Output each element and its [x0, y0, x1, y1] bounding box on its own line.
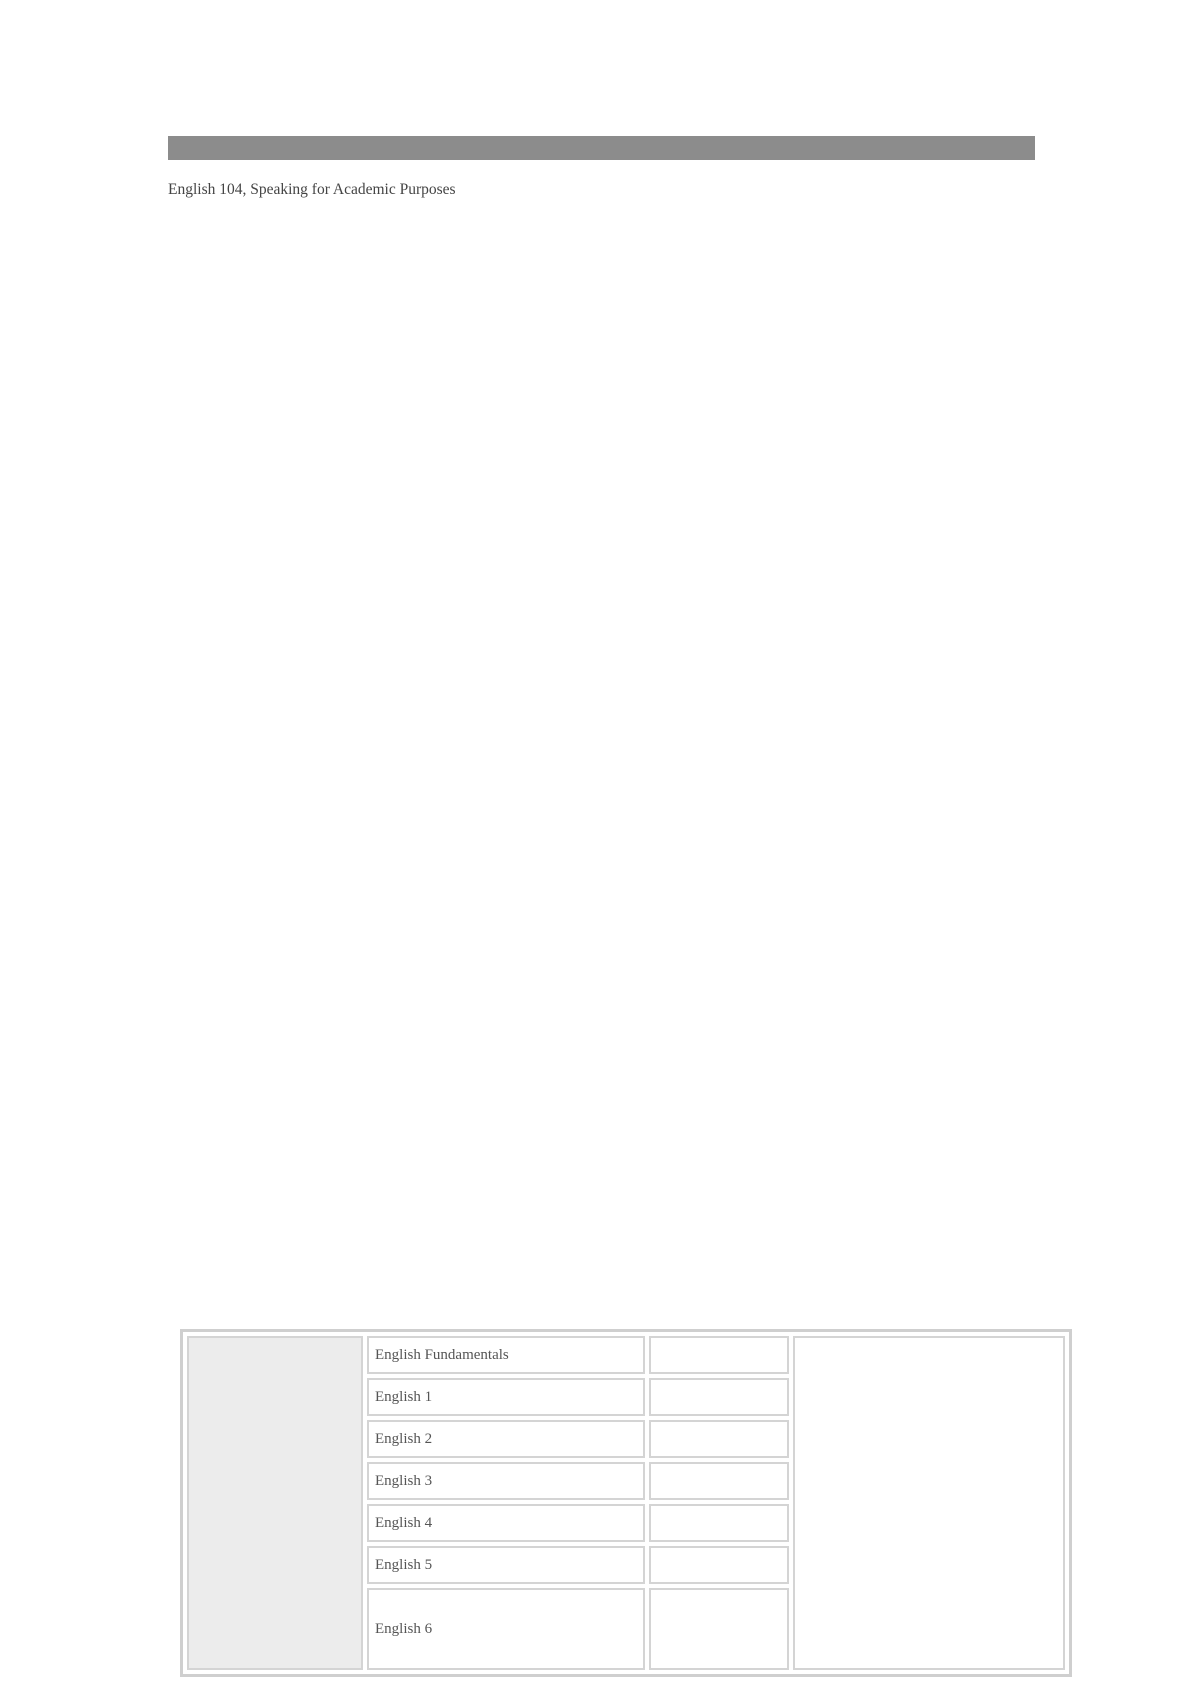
paragraph-course-description: English 104, Speaking for Academic Purposes — [168, 181, 456, 198]
level-cell — [187, 1336, 363, 1670]
course-name-cell: English Fundamentals — [367, 1336, 645, 1374]
course-code-cell — [649, 1588, 789, 1670]
page-header-bar — [168, 136, 1035, 160]
course-name-cell: English 5 — [367, 1546, 645, 1584]
course-name-cell: English 1 — [367, 1378, 645, 1416]
course-code-cell — [649, 1462, 789, 1500]
course-code-cell — [649, 1336, 789, 1374]
section-heading — [168, 301, 1035, 325]
course-name-cell: English 2 — [367, 1420, 645, 1458]
course-code-cell — [649, 1378, 789, 1416]
document-page — [168, 136, 1035, 351]
course-name-cell: English 3 — [367, 1462, 645, 1500]
course-table — [180, 1329, 1072, 1677]
course-code-cell — [649, 1420, 789, 1458]
paragraph-course-focus — [168, 241, 1035, 261]
course-name-cell: English 6 — [367, 1588, 645, 1670]
paragraph-program-description — [168, 331, 1035, 351]
course-name-cell: English 4 — [367, 1504, 645, 1542]
course-code-cell — [649, 1504, 789, 1542]
course-code-cell — [649, 1546, 789, 1584]
skill-area-cell — [793, 1336, 1065, 1670]
table-row — [187, 1336, 1065, 1374]
